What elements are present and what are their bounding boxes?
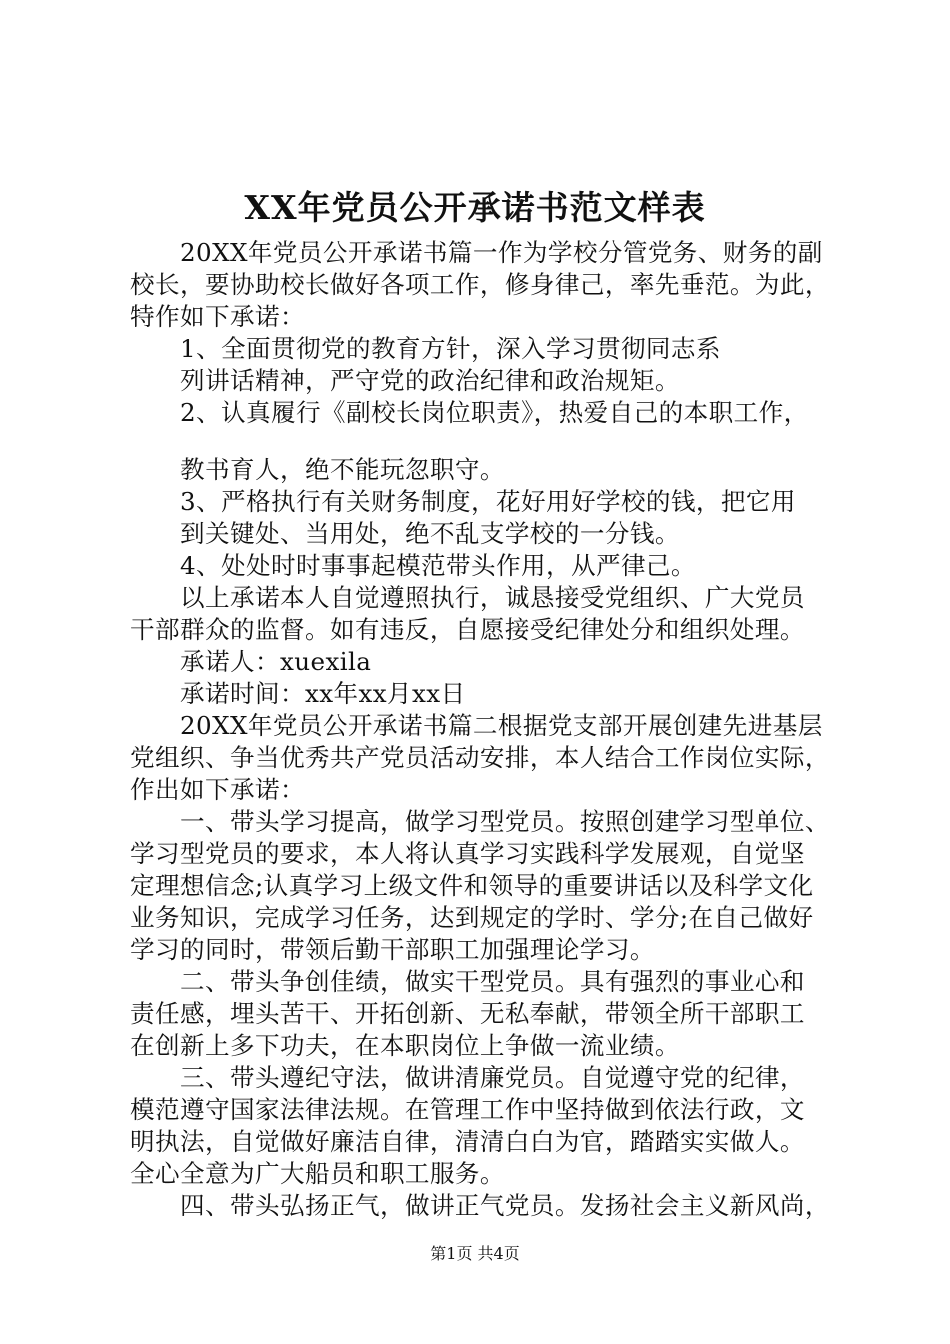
body-line: 校长，要协助校长做好各项工作，修身律己，率先垂范。为此， [130, 270, 830, 299]
body-line: 承诺人：xuexila [180, 647, 372, 676]
body-line: 以上承诺本人自觉遵照执行，诚恳接受党组织、广大党员 [180, 583, 805, 612]
body-line: 四、带头弘扬正气，做讲正气党员。发扬社会主义新风尚， [180, 1191, 830, 1220]
body-line: 到关键处、当用处，绝不乱支学校的一分钱。 [180, 519, 680, 548]
body-line: 责任感，埋头苦干、开拓创新、无私奉献，带领全所干部职工 [130, 999, 805, 1028]
body-line: 三、带头遵纪守法，做讲清廉党员。自觉遵守党的纪律， [180, 1063, 805, 1092]
body-line: 2、认真履行《副校长岗位职责》，热爱自己的本职工作， [180, 398, 809, 427]
body-line: 明执法，自觉做好廉洁自律，清清白白为官，踏踏实实做人。 [130, 1127, 805, 1156]
body-line: 作出如下承诺： [130, 775, 305, 804]
body-line: 教书育人，绝不能玩忽职守。 [180, 455, 505, 484]
body-line: 20XX年党员公开承诺书篇二根据党支部开展创建先进基层 [180, 711, 823, 740]
body-line: 学习的同时，带领后勤干部职工加强理论学习。 [130, 935, 655, 964]
body-line: 列讲话精神，严守党的政治纪律和政治规矩。 [180, 366, 680, 395]
document-title: XX年党员公开承诺书范文样表 [244, 188, 706, 227]
body-line: 干部群众的监督。如有违反，自愿接受纪律处分和组织处理。 [130, 615, 805, 644]
body-line: 业务知识，完成学习任务，达到规定的学时、学分;在自己做好 [130, 903, 814, 932]
body-line: 全心全意为广大船员和职工服务。 [130, 1159, 505, 1188]
body-line: 二、带头争创佳绩，做实干型党员。具有强烈的事业心和 [180, 967, 805, 996]
body-line: 在创新上多下功夫，在本职岗位上争做一流业绩。 [130, 1031, 680, 1060]
body-line: 1、全面贯彻党的教育方针，深入学习贯彻同志系 [180, 334, 721, 363]
body-line: 党组织、争当优秀共产党员活动安排，本人结合工作岗位实际， [130, 743, 830, 772]
body-line: 20XX年党员公开承诺书篇一作为学校分管党务、财务的副 [180, 238, 823, 267]
body-line: 定理想信念;认真学习上级文件和领导的重要讲话以及科学文化 [130, 871, 814, 900]
body-line: 一、带头学习提高，做学习型党员。按照创建学习型单位、 [180, 807, 830, 836]
body-line: 4、处处时时事事起模范带头作用，从严律己。 [180, 551, 696, 580]
body-line: 学习型党员的要求，本人将认真学习实践科学发展观，自觉坚 [130, 839, 805, 868]
body-line: 承诺时间：xx年xx月xx日 [180, 679, 466, 708]
body-line: 特作如下承诺： [130, 302, 305, 331]
body-line: 模范遵守国家法律法规。在管理工作中坚持做到依法行政，文 [130, 1095, 805, 1124]
page-footer: 第1页 共4页 [430, 1244, 520, 1263]
body-line: 3、严格执行有关财务制度，花好用好学校的钱，把它用 [180, 487, 796, 516]
